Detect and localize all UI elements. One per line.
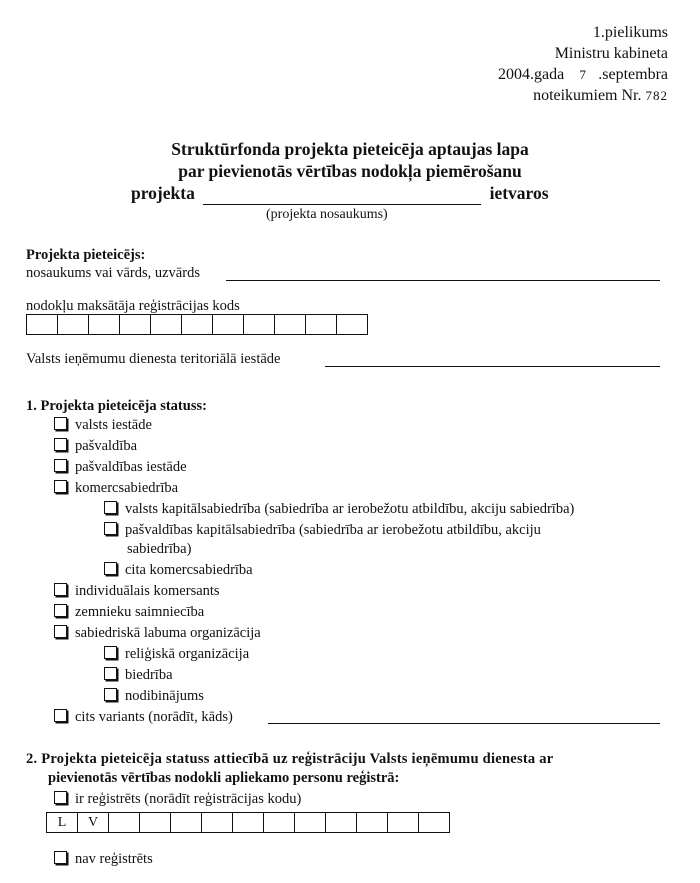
checkbox[interactable]	[104, 501, 117, 514]
vat-code-cell[interactable]	[357, 813, 388, 832]
vat-code-cell[interactable]	[171, 813, 202, 832]
vat-code-cell[interactable]	[326, 813, 357, 832]
tax-code-cell[interactable]	[120, 315, 151, 334]
option-municipality[interactable]: pašvaldība	[54, 437, 137, 455]
project-name-caption: (projekta nosaukums)	[266, 207, 388, 222]
vat-code-cell[interactable]	[419, 813, 450, 832]
checkbox[interactable]	[54, 791, 67, 804]
option-farm[interactable]: zemnieku saimniecība	[54, 603, 204, 621]
option-commercial-company[interactable]: komercsabiedrība	[54, 479, 178, 497]
option-registered[interactable]: ir reģistrēts (norādīt reģistrācijas kodu)	[54, 790, 301, 808]
checkbox[interactable]	[104, 522, 117, 535]
option-municipal-capital-company[interactable]: pašvaldības kapitālsabiedrība (sabiedrība ar ierobežotu atbildību, akciju	[104, 521, 541, 539]
annex-date: 2004.gada 7 .septembra	[498, 66, 668, 83]
option-foundation[interactable]: nodibinājums	[104, 687, 204, 705]
project-name-field[interactable]	[203, 182, 481, 205]
option-public-benefit-org[interactable]: sabiedriskā labuma organizācija	[54, 624, 261, 642]
checkbox[interactable]	[104, 562, 117, 575]
annex-number: 1.pielikums	[592, 24, 668, 41]
vat-code-cell[interactable]	[140, 813, 171, 832]
tax-code-label: nodokļu maksātāja reģistrācijas kods	[26, 298, 240, 314]
tax-code-cell[interactable]	[337, 315, 368, 334]
option-state-institution[interactable]: valsts iestāde	[54, 416, 152, 434]
tax-code-cell[interactable]	[275, 315, 306, 334]
tax-code-cell[interactable]	[58, 315, 89, 334]
checkbox[interactable]	[104, 646, 117, 659]
tax-code-cell[interactable]	[244, 315, 275, 334]
option-other-company[interactable]: cita komercsabiedrība	[104, 561, 253, 579]
section2-heading-line2: pievienotās vērtības nodokli apliekamo personu reģistrā:	[48, 770, 400, 786]
applicant-name-label: nosaukums vai vārds, uzvārds	[26, 265, 200, 281]
vat-code-cell[interactable]	[388, 813, 419, 832]
checkbox[interactable]	[104, 667, 117, 680]
checkbox[interactable]	[54, 851, 67, 864]
checkbox[interactable]	[54, 480, 67, 493]
option-individual-merchant[interactable]: individuālais komersants	[54, 582, 220, 600]
tax-code-grid[interactable]	[26, 314, 368, 335]
checkbox[interactable]	[54, 625, 67, 638]
tax-code-cell[interactable]	[182, 315, 213, 334]
annex-issuer: Ministru kabineta	[554, 45, 668, 62]
applicant-name-field[interactable]	[226, 280, 660, 281]
vat-code-cell[interactable]	[109, 813, 140, 832]
vat-code-prefix-v: V	[78, 813, 109, 832]
option-other-field[interactable]	[268, 723, 660, 724]
annex-header	[498, 22, 668, 106]
tax-code-cell[interactable]	[306, 315, 337, 334]
option-religious-org[interactable]: reliģiskā organizācija	[104, 645, 249, 663]
checkbox[interactable]	[104, 688, 117, 701]
annex-regulation: noteikumiem Nr. 782	[533, 87, 668, 104]
vat-code-prefix-l: L	[47, 813, 78, 832]
checkbox[interactable]	[54, 459, 67, 472]
checkbox[interactable]	[54, 709, 67, 722]
option-municipal-institution[interactable]: pašvaldības iestāde	[54, 458, 187, 476]
vat-code-cell[interactable]	[295, 813, 326, 832]
vat-code-grid[interactable]	[46, 812, 450, 833]
vat-code-cell[interactable]	[202, 813, 233, 832]
form-title-line1: Struktūrfonda projekta pieteicēja aptaujas lapa	[171, 139, 529, 159]
option-state-capital-company[interactable]: valsts kapitālsabiedrība (sabiedrība ar ierobežotu atbildību, akciju sabiedrība)	[104, 500, 574, 518]
vat-code-cell[interactable]	[264, 813, 295, 832]
form-title-line2: par pievienotās vērtības nodokļa piemērošanu	[178, 161, 522, 181]
tax-code-cell[interactable]	[27, 315, 58, 334]
checkbox[interactable]	[54, 604, 67, 617]
tax-code-cell[interactable]	[213, 315, 244, 334]
option-municipal-capital-company-cont: sabiedrība)	[127, 541, 192, 557]
checkbox[interactable]	[54, 583, 67, 596]
section1-heading: 1. Projekta pieteicēja statuss:	[26, 398, 207, 414]
form-title-line3: projekta ietvaros	[131, 183, 549, 203]
option-society[interactable]: biedrība	[104, 666, 173, 684]
tax-office-field[interactable]	[325, 366, 660, 367]
vat-code-cell[interactable]	[233, 813, 264, 832]
applicant-heading: Projekta pieteicējs:	[26, 247, 146, 263]
tax-code-cell[interactable]	[89, 315, 120, 334]
option-other[interactable]: cits variants (norādīt, kāds)	[54, 708, 233, 726]
tax-code-cell[interactable]	[151, 315, 182, 334]
checkbox[interactable]	[54, 438, 67, 451]
tax-office-label: Valsts ieņēmumu dienesta teritoriālā iestāde	[26, 351, 281, 367]
option-not-registered[interactable]: nav reģistrēts	[54, 850, 153, 868]
checkbox[interactable]	[54, 417, 67, 430]
section2-heading-line1: 2. Projekta pieteicēja statuss attiecībā uz reģistrāciju Valsts ieņēmumu dienesta ar	[26, 751, 554, 767]
